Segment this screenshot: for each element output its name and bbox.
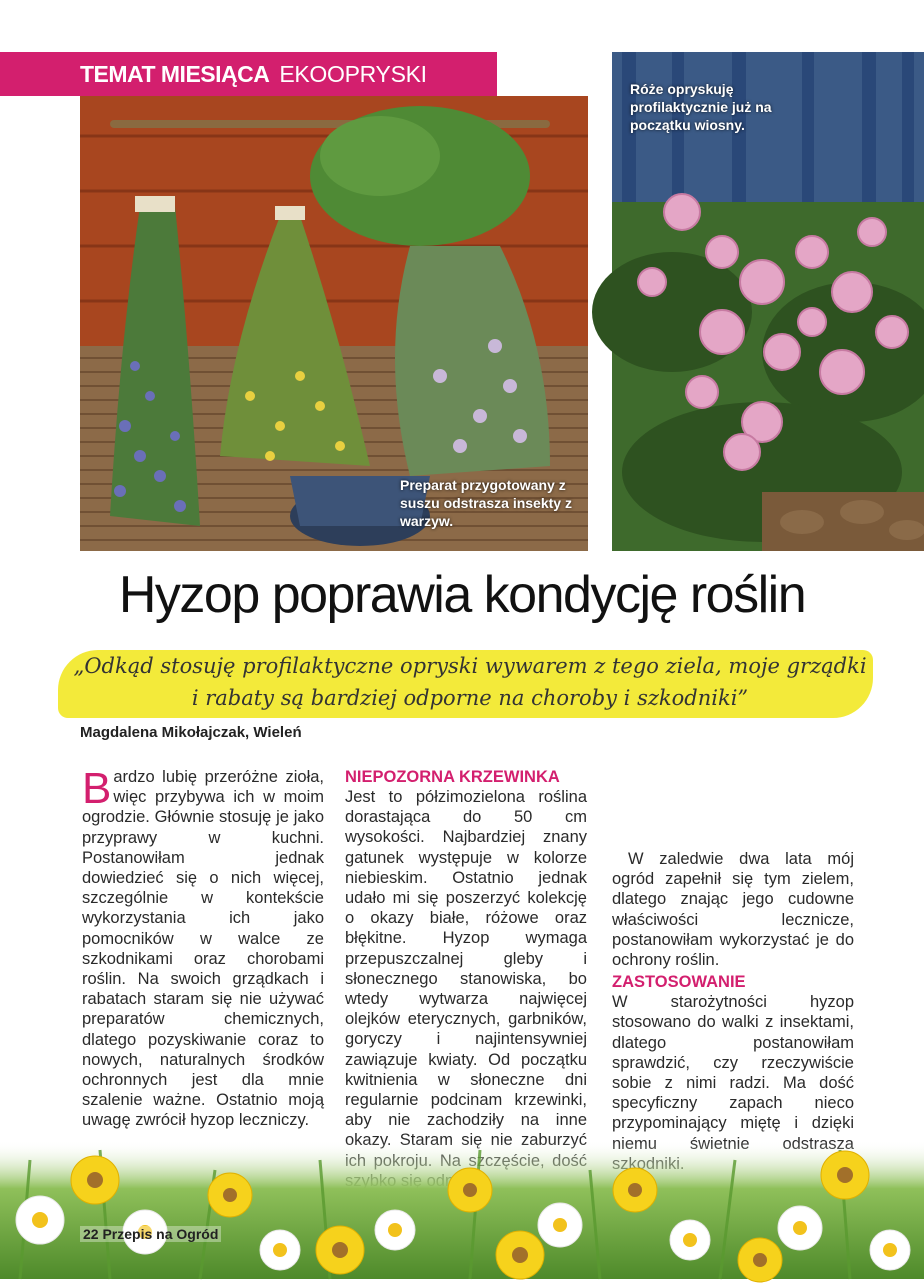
page-footer [80, 1226, 221, 1242]
subheading-krzewinka: NIEPOZORNA KRZEWINKA [345, 768, 560, 786]
paragraph-garden: W zaledwie dwa lata mój ogród zapełnił się tym zielem, dlatego znając jego cudowne właściwości lecznicze, postanowiłam wykorzystać je do ochrony roślin. [612, 850, 854, 970]
section-tag [0, 52, 497, 96]
section-label: TEMAT MIESIĄCA [80, 60, 270, 87]
roses-caption: Róże opryskuję profilaktycznie już na początku wiosny. [630, 81, 772, 133]
article-column-1 [82, 764, 324, 1131]
subheading-zastosowanie: ZASTOSOWANIE [612, 973, 746, 992]
paragraph-intro [82, 764, 324, 1131]
drop-cap: B [82, 764, 112, 813]
article-title: Hyzop poprawia kondycję roślin [118, 566, 806, 624]
paragraph-description [345, 787, 587, 1172]
author-byline: Magdalena Mikołajczak, Wieleń [80, 724, 302, 741]
page-number: 22 [83, 1226, 99, 1242]
paragraph-usage: W starożytności hyzop stosowano do walki z insektami, dlatego postanowiłam sprawdzić, czy rzeczywiście sobie z nimi radzi. Ma dość specyficzny zapach nieco przypominający miętę i dzięki [612, 993, 854, 1133]
paragraph-intro-text: ardzo lubię przeróżne zioła, więc przybywa ich w moim ogrodzie. Głównie stosuję je jako przyprawy w kuchni. Postanowiłam jednak dowiedzieć się o nich więcej, szczególnie w kontekście wykorzystania ich jako pomocników w walce ze szkodnikami oraz chorobami roślin. Na swoich grządkach i rabatach staram się nie używać preparatów chemicznych, dlatego pozyskiwanie coraz to nowych, naturalnych środków ochronnych jest dla mnie szalenie ważne. Ostatnio moją uwagę zwrócił hyzop leczniczy. [82, 768, 324, 1130]
magazine-name: Przepis na Ogród [102, 1226, 219, 1242]
meadow-decoration [0, 1120, 924, 1279]
article-column-3 [612, 767, 854, 1174]
herbs-caption: Preparat przygotowany z suszu odstrasza insekty z warzyw. [400, 477, 572, 529]
pull-quote: „Odkąd stosuję profilaktyczne opryski wywarem z tego ziela, moje grządki i rabaty są bardziej odporne na choroby i szkodniki” [73, 654, 867, 710]
topic-label: EKOOPRYSKI [279, 60, 427, 87]
paragraph-description-text: Jest to półzimozielona roślina dorastająca do 50 cm wysokości. Najbardziej znany gatunek występuje w kolorze niebieskim. Ostatnio jednak udało mi się poszerzyć kolekcję o okazy białe, różowe oraz błękitne. Hyzop wymaga przepuszczalnej gleby i słonecznego stanowiska, bo wtedy wytwarza najwięcej olejków eterycznych, garbników, goryczy i najintensywniej zawiązuje kwiaty. Od początku kwitnienia w słoneczne dni regularnie podcinam krzewinki, aby nie zachodziły na inne [345, 788, 587, 1130]
article-column-2 [345, 767, 587, 1172]
flowers-illustration [0, 1120, 924, 1279]
